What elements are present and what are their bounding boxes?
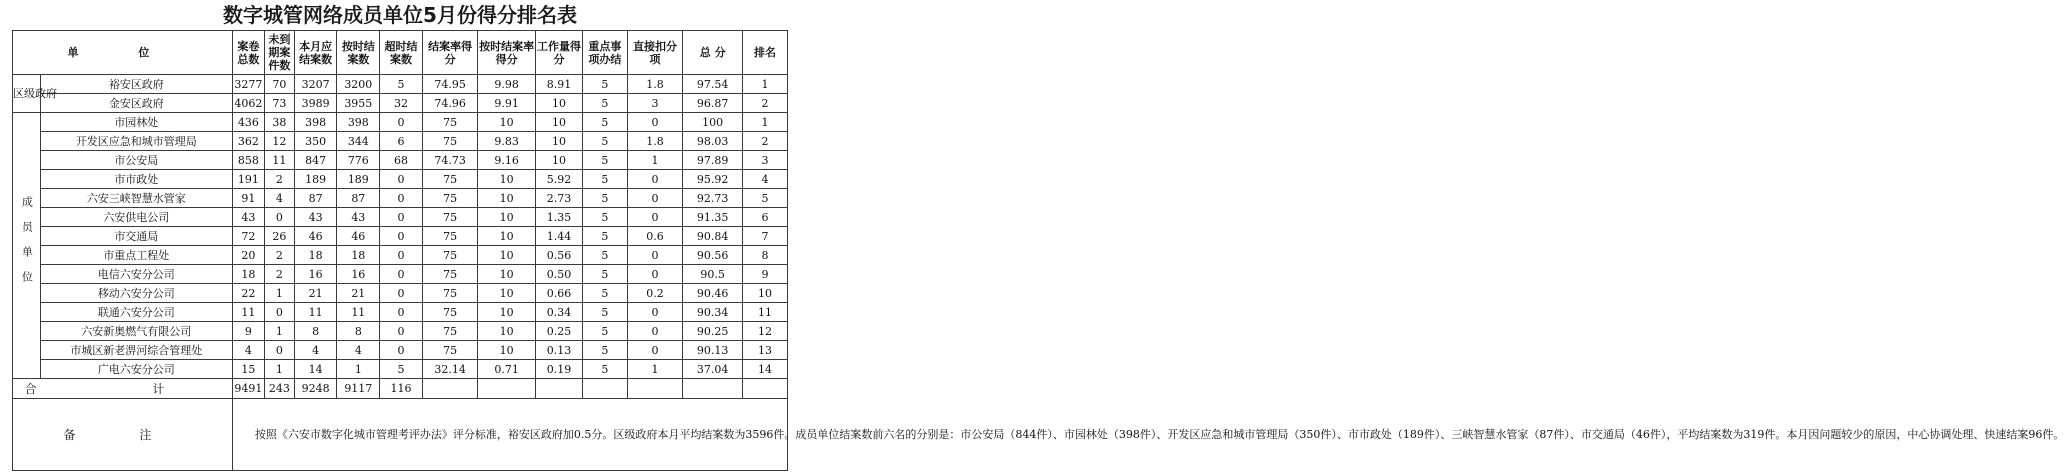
header-total-score: 总 分 bbox=[683, 31, 743, 75]
note-label: 备 注 bbox=[13, 399, 233, 471]
cell-workload-score: 0.19 bbox=[535, 360, 582, 379]
cell-pending: 1 bbox=[264, 284, 294, 303]
header-pending: 未到期案件数 bbox=[264, 31, 294, 75]
cell-overdue-close: 0 bbox=[380, 265, 423, 284]
cell-deductions: 0.6 bbox=[627, 227, 683, 246]
cell-due-close: 398 bbox=[294, 113, 337, 132]
cell-total-score: 90.13 bbox=[683, 341, 743, 360]
cell-total-score: 92.73 bbox=[683, 189, 743, 208]
cell-total-score: 96.87 bbox=[683, 94, 743, 113]
cell-close-rate-score: 75 bbox=[422, 170, 478, 189]
cell-workload-score: 0.34 bbox=[535, 303, 582, 322]
cell-overdue-close: 0 bbox=[380, 284, 423, 303]
header-unit: 单 位 bbox=[13, 31, 233, 75]
cell-close-rate-score: 75 bbox=[422, 189, 478, 208]
cell-ontime-rate-score: 10 bbox=[478, 208, 536, 227]
cell-key-items: 5 bbox=[582, 75, 627, 94]
cell-close-rate-score: 75 bbox=[422, 341, 478, 360]
table-row bbox=[13, 284, 788, 303]
cell-workload-score: 8.91 bbox=[535, 75, 582, 94]
cell-workload-score: 10 bbox=[535, 151, 582, 170]
cell-total-score: 37.04 bbox=[683, 360, 743, 379]
cell-rank: 13 bbox=[743, 341, 788, 360]
unit-name: 广电六安分公司 bbox=[40, 360, 232, 379]
cell-close-rate-score: 74.96 bbox=[422, 94, 478, 113]
header-ontime-rate-score: 按时结案率得分 bbox=[478, 31, 536, 75]
cell-key-items: 5 bbox=[582, 265, 627, 284]
table-row bbox=[13, 189, 788, 208]
table-row bbox=[13, 94, 788, 113]
totals-ontime-close: 9117 bbox=[337, 379, 380, 399]
cell-total-score: 90.34 bbox=[683, 303, 743, 322]
unit-name: 裕安区政府 bbox=[40, 75, 232, 94]
cell-total-cases: 72 bbox=[232, 227, 264, 246]
cell-deductions: 0 bbox=[627, 265, 683, 284]
cell-ontime-close: 18 bbox=[337, 246, 380, 265]
cell-total-cases: 4 bbox=[232, 341, 264, 360]
cell-total-cases: 436 bbox=[232, 113, 264, 132]
cell-key-items: 5 bbox=[582, 322, 627, 341]
cell-pending: 2 bbox=[264, 265, 294, 284]
cell-close-rate-score: 75 bbox=[422, 246, 478, 265]
totals-empty-cell bbox=[683, 379, 743, 399]
cell-ontime-close: 776 bbox=[337, 151, 380, 170]
cell-overdue-close: 0 bbox=[380, 246, 423, 265]
cell-overdue-close: 5 bbox=[380, 360, 423, 379]
unit-name: 市公安局 bbox=[40, 151, 232, 170]
totals-empty-cell bbox=[627, 379, 683, 399]
unit-name: 开发区应急和城市管理局 bbox=[40, 132, 232, 151]
totals-total-cases: 9491 bbox=[232, 379, 264, 399]
header-deductions: 直接扣分项 bbox=[627, 31, 683, 75]
cell-deductions: 0 bbox=[627, 113, 683, 132]
cell-rank: 2 bbox=[743, 132, 788, 151]
cell-key-items: 5 bbox=[582, 189, 627, 208]
cell-ontime-close: 4 bbox=[337, 341, 380, 360]
note-text: 按照《六安市数字化城市管理考评办法》评分标准，裕安区政府加0.5分。区级政府本月平均结案数为3596件。成员单位结案数前六名的分别是：市公安局（844件）、市园林处（398件）、开发区应急和城市管理局（350件）、市市政处（189件）、三峡智慧水管家（87件）、市交通局（46件），平均结案数为319件。本月因问题较少的原因，中心协调处理、快速结案96件。 bbox=[232, 399, 787, 471]
cell-key-items: 5 bbox=[582, 341, 627, 360]
unit-name: 六安供电公司 bbox=[40, 208, 232, 227]
cell-overdue-close: 0 bbox=[380, 189, 423, 208]
cell-due-close: 4 bbox=[294, 341, 337, 360]
cell-workload-score: 2.73 bbox=[535, 189, 582, 208]
header-ontime-close: 按时结案数 bbox=[337, 31, 380, 75]
header-workload-score: 工作量得分 bbox=[535, 31, 582, 75]
unit-name: 金安区政府 bbox=[40, 94, 232, 113]
cell-total-score: 97.89 bbox=[683, 151, 743, 170]
cell-key-items: 5 bbox=[582, 360, 627, 379]
cell-due-close: 46 bbox=[294, 227, 337, 246]
cell-ontime-rate-score: 9.83 bbox=[478, 132, 536, 151]
cell-deductions: 1 bbox=[627, 151, 683, 170]
cell-key-items: 5 bbox=[582, 303, 627, 322]
cell-key-items: 5 bbox=[582, 132, 627, 151]
cell-close-rate-score: 75 bbox=[422, 132, 478, 151]
cell-ontime-close: 87 bbox=[337, 189, 380, 208]
cell-ontime-rate-score: 10 bbox=[478, 322, 536, 341]
table-row bbox=[13, 341, 788, 360]
cell-due-close: 14 bbox=[294, 360, 337, 379]
cell-due-close: 43 bbox=[294, 208, 337, 227]
cell-ontime-rate-score: 9.16 bbox=[478, 151, 536, 170]
header-close-rate-score: 结案率得分 bbox=[422, 31, 478, 75]
table-row bbox=[13, 227, 788, 246]
cell-total-cases: 9 bbox=[232, 322, 264, 341]
cell-overdue-close: 0 bbox=[380, 303, 423, 322]
cell-deductions: 0 bbox=[627, 303, 683, 322]
unit-name: 市交通局 bbox=[40, 227, 232, 246]
cell-ontime-close: 344 bbox=[337, 132, 380, 151]
cell-pending: 0 bbox=[264, 341, 294, 360]
totals-overdue-close: 116 bbox=[380, 379, 423, 399]
cell-ontime-rate-score: 10 bbox=[478, 284, 536, 303]
cell-close-rate-score: 75 bbox=[422, 208, 478, 227]
totals-row bbox=[13, 379, 788, 399]
table-row bbox=[13, 303, 788, 322]
totals-empty-cell bbox=[582, 379, 627, 399]
cell-ontime-rate-score: 10 bbox=[478, 341, 536, 360]
ranking-table bbox=[12, 30, 2064, 471]
cell-ontime-rate-score: 0.71 bbox=[478, 360, 536, 379]
totals-due-close: 9248 bbox=[294, 379, 337, 399]
cell-total-score: 90.25 bbox=[683, 322, 743, 341]
totals-empty-cell bbox=[535, 379, 582, 399]
cell-total-cases: 11 bbox=[232, 303, 264, 322]
cell-close-rate-score: 75 bbox=[422, 113, 478, 132]
cell-total-cases: 22 bbox=[232, 284, 264, 303]
cell-ontime-rate-score: 10 bbox=[478, 113, 536, 132]
cell-deductions: 0 bbox=[627, 170, 683, 189]
cell-key-items: 5 bbox=[582, 208, 627, 227]
cell-ontime-close: 8 bbox=[337, 322, 380, 341]
cell-pending: 2 bbox=[264, 170, 294, 189]
cell-total-score: 95.92 bbox=[683, 170, 743, 189]
cell-due-close: 847 bbox=[294, 151, 337, 170]
cell-deductions: 0 bbox=[627, 322, 683, 341]
cell-deductions: 0 bbox=[627, 246, 683, 265]
cell-workload-score: 1.44 bbox=[535, 227, 582, 246]
cell-rank: 10 bbox=[743, 284, 788, 303]
cell-close-rate-score: 75 bbox=[422, 303, 478, 322]
unit-name: 移动六安分公司 bbox=[40, 284, 232, 303]
cell-ontime-close: 3200 bbox=[337, 75, 380, 94]
cell-pending: 1 bbox=[264, 360, 294, 379]
cell-total-score: 100 bbox=[683, 113, 743, 132]
cell-due-close: 8 bbox=[294, 322, 337, 341]
cell-total-score: 90.5 bbox=[683, 265, 743, 284]
cell-rank: 7 bbox=[743, 227, 788, 246]
cell-total-score: 97.54 bbox=[683, 75, 743, 94]
cell-rank: 6 bbox=[743, 208, 788, 227]
cell-ontime-close: 3955 bbox=[337, 94, 380, 113]
unit-name: 六安新奥燃气有限公司 bbox=[40, 322, 232, 341]
cell-ontime-close: 21 bbox=[337, 284, 380, 303]
cell-ontime-close: 398 bbox=[337, 113, 380, 132]
cell-workload-score: 0.25 bbox=[535, 322, 582, 341]
cell-total-cases: 362 bbox=[232, 132, 264, 151]
cell-pending: 11 bbox=[264, 151, 294, 170]
cell-overdue-close: 0 bbox=[380, 227, 423, 246]
cell-workload-score: 10 bbox=[535, 94, 582, 113]
cell-rank: 5 bbox=[743, 189, 788, 208]
table-row bbox=[13, 113, 788, 132]
cell-due-close: 3989 bbox=[294, 94, 337, 113]
cell-deductions: 0 bbox=[627, 341, 683, 360]
cell-total-cases: 43 bbox=[232, 208, 264, 227]
cell-key-items: 5 bbox=[582, 170, 627, 189]
totals-pending: 243 bbox=[264, 379, 294, 399]
cell-workload-score: 10 bbox=[535, 132, 582, 151]
unit-name: 市城区新老淠河综合管理处 bbox=[40, 341, 232, 360]
header-rank: 排名 bbox=[743, 31, 788, 75]
cell-total-cases: 3277 bbox=[232, 75, 264, 94]
cell-close-rate-score: 32.14 bbox=[422, 360, 478, 379]
cell-workload-score: 0.56 bbox=[535, 246, 582, 265]
table-row bbox=[13, 75, 788, 94]
header-due-close: 本月应结案数 bbox=[294, 31, 337, 75]
cell-rank: 2 bbox=[743, 94, 788, 113]
cell-overdue-close: 0 bbox=[380, 322, 423, 341]
cell-overdue-close: 5 bbox=[380, 75, 423, 94]
cell-total-cases: 15 bbox=[232, 360, 264, 379]
table-row bbox=[13, 360, 788, 379]
header-key-items: 重点事项办结 bbox=[582, 31, 627, 75]
cell-key-items: 5 bbox=[582, 227, 627, 246]
header-row bbox=[13, 31, 788, 75]
cell-overdue-close: 0 bbox=[380, 170, 423, 189]
table-row bbox=[13, 132, 788, 151]
cell-ontime-rate-score: 9.98 bbox=[478, 75, 536, 94]
cell-overdue-close: 68 bbox=[380, 151, 423, 170]
cell-total-score: 90.56 bbox=[683, 246, 743, 265]
cell-due-close: 3207 bbox=[294, 75, 337, 94]
cell-key-items: 5 bbox=[582, 246, 627, 265]
cell-workload-score: 0.13 bbox=[535, 341, 582, 360]
cell-ontime-close: 1 bbox=[337, 360, 380, 379]
cell-close-rate-score: 75 bbox=[422, 322, 478, 341]
totals-label: 合 计 bbox=[13, 379, 233, 399]
cell-due-close: 189 bbox=[294, 170, 337, 189]
cell-rank: 3 bbox=[743, 151, 788, 170]
cell-ontime-rate-score: 10 bbox=[478, 227, 536, 246]
cell-deductions: 0.2 bbox=[627, 284, 683, 303]
cell-rank: 1 bbox=[743, 75, 788, 94]
unit-name: 市重点工程处 bbox=[40, 246, 232, 265]
cell-ontime-rate-score: 10 bbox=[478, 170, 536, 189]
table-row bbox=[13, 151, 788, 170]
cell-rank: 12 bbox=[743, 322, 788, 341]
page-title: 数字城管网络成员单位5月份得分排名表 bbox=[223, 3, 577, 27]
header-total-cases: 案卷总数 bbox=[232, 31, 264, 75]
cell-key-items: 5 bbox=[582, 151, 627, 170]
cell-overdue-close: 0 bbox=[380, 208, 423, 227]
cell-due-close: 87 bbox=[294, 189, 337, 208]
unit-name: 市市政处 bbox=[40, 170, 232, 189]
unit-name: 六安三峡智慧水管家 bbox=[40, 189, 232, 208]
cell-close-rate-score: 74.73 bbox=[422, 151, 478, 170]
unit-name: 联通六安分公司 bbox=[40, 303, 232, 322]
cell-deductions: 1.8 bbox=[627, 75, 683, 94]
cell-ontime-close: 46 bbox=[337, 227, 380, 246]
cell-ontime-rate-score: 10 bbox=[478, 303, 536, 322]
cell-overdue-close: 6 bbox=[380, 132, 423, 151]
cell-overdue-close: 0 bbox=[380, 113, 423, 132]
cell-rank: 1 bbox=[743, 113, 788, 132]
cell-pending: 26 bbox=[264, 227, 294, 246]
cell-close-rate-score: 74.95 bbox=[422, 75, 478, 94]
cell-total-cases: 858 bbox=[232, 151, 264, 170]
cell-due-close: 21 bbox=[294, 284, 337, 303]
cell-ontime-close: 43 bbox=[337, 208, 380, 227]
cell-pending: 70 bbox=[264, 75, 294, 94]
cell-pending: 2 bbox=[264, 246, 294, 265]
cell-pending: 73 bbox=[264, 94, 294, 113]
cell-total-cases: 20 bbox=[232, 246, 264, 265]
group-label-members: 成员单位 bbox=[13, 113, 41, 379]
cell-key-items: 5 bbox=[582, 94, 627, 113]
cell-close-rate-score: 75 bbox=[422, 284, 478, 303]
cell-pending: 0 bbox=[264, 208, 294, 227]
table-row bbox=[13, 170, 788, 189]
note-row bbox=[13, 399, 788, 471]
table-row bbox=[13, 208, 788, 227]
cell-ontime-rate-score: 10 bbox=[478, 265, 536, 284]
cell-key-items: 5 bbox=[582, 284, 627, 303]
cell-due-close: 350 bbox=[294, 132, 337, 151]
cell-close-rate-score: 75 bbox=[422, 227, 478, 246]
cell-total-cases: 18 bbox=[232, 265, 264, 284]
cell-rank: 9 bbox=[743, 265, 788, 284]
cell-key-items: 5 bbox=[582, 113, 627, 132]
cell-due-close: 16 bbox=[294, 265, 337, 284]
unit-name: 电信六安分公司 bbox=[40, 265, 232, 284]
cell-total-score: 90.84 bbox=[683, 227, 743, 246]
totals-empty-cell bbox=[743, 379, 788, 399]
cell-pending: 0 bbox=[264, 303, 294, 322]
cell-ontime-rate-score: 9.91 bbox=[478, 94, 536, 113]
table-row bbox=[13, 246, 788, 265]
cell-pending: 38 bbox=[264, 113, 294, 132]
cell-total-score: 98.03 bbox=[683, 132, 743, 151]
cell-overdue-close: 32 bbox=[380, 94, 423, 113]
cell-close-rate-score: 75 bbox=[422, 265, 478, 284]
cell-total-score: 91.35 bbox=[683, 208, 743, 227]
cell-total-score: 90.46 bbox=[683, 284, 743, 303]
cell-ontime-close: 189 bbox=[337, 170, 380, 189]
cell-workload-score: 5.92 bbox=[535, 170, 582, 189]
cell-total-cases: 191 bbox=[232, 170, 264, 189]
cell-deductions: 0 bbox=[627, 189, 683, 208]
cell-deductions: 1 bbox=[627, 360, 683, 379]
totals-empty-cell bbox=[478, 379, 536, 399]
cell-total-cases: 91 bbox=[232, 189, 264, 208]
totals-empty-cell bbox=[422, 379, 478, 399]
cell-ontime-rate-score: 10 bbox=[478, 189, 536, 208]
cell-rank: 8 bbox=[743, 246, 788, 265]
table-row bbox=[13, 322, 788, 341]
cell-rank: 11 bbox=[743, 303, 788, 322]
cell-overdue-close: 0 bbox=[380, 341, 423, 360]
cell-workload-score: 0.66 bbox=[535, 284, 582, 303]
cell-ontime-close: 11 bbox=[337, 303, 380, 322]
cell-due-close: 18 bbox=[294, 246, 337, 265]
cell-deductions: 3 bbox=[627, 94, 683, 113]
cell-deductions: 0 bbox=[627, 208, 683, 227]
cell-ontime-close: 16 bbox=[337, 265, 380, 284]
unit-name: 市园林处 bbox=[40, 113, 232, 132]
group-label-district: 区级政府 bbox=[13, 75, 41, 113]
cell-workload-score: 0.50 bbox=[535, 265, 582, 284]
cell-pending: 12 bbox=[264, 132, 294, 151]
header-overdue-close: 超时结案数 bbox=[380, 31, 423, 75]
cell-ontime-rate-score: 10 bbox=[478, 246, 536, 265]
cell-rank: 4 bbox=[743, 170, 788, 189]
table-row bbox=[13, 265, 788, 284]
cell-pending: 4 bbox=[264, 189, 294, 208]
cell-total-cases: 4062 bbox=[232, 94, 264, 113]
cell-rank: 14 bbox=[743, 360, 788, 379]
cell-workload-score: 1.35 bbox=[535, 208, 582, 227]
cell-deductions: 1.8 bbox=[627, 132, 683, 151]
cell-workload-score: 10 bbox=[535, 113, 582, 132]
cell-due-close: 11 bbox=[294, 303, 337, 322]
cell-pending: 1 bbox=[264, 322, 294, 341]
